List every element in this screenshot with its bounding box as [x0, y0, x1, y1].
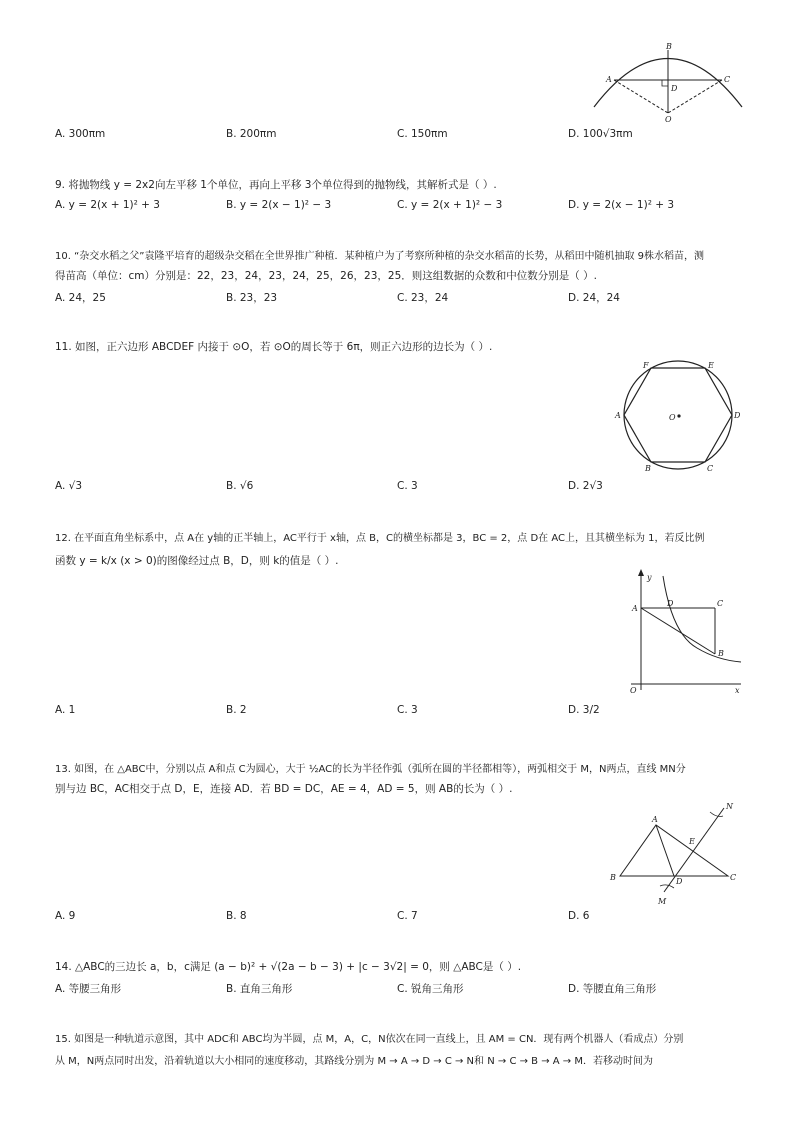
q11-label-f: F [643, 361, 649, 370]
q12-label-o: O [630, 686, 637, 695]
q13-triangle [620, 825, 728, 876]
q8-option-a[interactable]: A. 300πm [55, 128, 106, 140]
q12-stem-line1: 12. 在平面直角坐标系中，点 A在 y轴的正半轴上，AC平行于 x轴，点 B，C的横坐标都是 3，BC = 2，点 D在 AC上，且其横坐标为 1，若反比例 [55, 533, 705, 544]
q10-option-b[interactable]: B. 23，23 [226, 292, 278, 304]
q13-label-c: C [730, 873, 737, 882]
q11-label-a: A [615, 411, 621, 420]
q13-label-b: B [610, 873, 616, 882]
q13-line-mn [664, 808, 724, 892]
q8-label-c: C [724, 75, 731, 84]
q11-option-a[interactable]: A. √3 [55, 480, 83, 492]
q11-label-o: O [669, 413, 676, 422]
q13-option-a[interactable]: A. 9 [55, 910, 76, 922]
q11-option-b[interactable]: B. √6 [226, 480, 254, 492]
q9-option-c[interactable]: C. y = 2(x + 1)² − 3 [397, 199, 503, 211]
q11-figure [612, 358, 744, 478]
q10-stem-line1: 10. “杂交水稻之父”袁隆平培育的超级杂交稻在全世界推广种植．某种植户为了考察所种植的杂交水稻苗的长势，从稻田中随机抽取 9株水稻苗，测 [55, 251, 704, 262]
q15-stem-line1: 15. 如图是一种轨道示意图，其中 ADC和 ABC均为半圆，点 M，A，C，N依次在同一直线上，且 AM = CN．现有两个机器人（看成点）分别 [55, 1034, 684, 1045]
q13-option-b[interactable]: B. 8 [226, 910, 247, 922]
q13-segment-ad [656, 825, 674, 876]
q8-option-d[interactable]: D. 100√3πm [568, 128, 633, 140]
q10-stem-line2: 得苗高（单位：cm）分别是：22，23，24，23，24，25，26，23，25．则这组数据的众数和中位数分别是（ ）. [55, 270, 597, 282]
q8-right-angle [662, 80, 668, 86]
q13-label-e: E [689, 837, 695, 846]
q11-label-c: C [707, 464, 714, 473]
q13-label-a: A [652, 815, 658, 824]
q11-option-d[interactable]: D. 2√3 [568, 480, 603, 492]
q12-option-d[interactable]: D. 3/2 [568, 704, 600, 716]
q12-figure [625, 566, 745, 698]
q12-label-x: x [735, 686, 740, 695]
q11-label-e: E [708, 361, 714, 370]
q13-stem-line1: 13. 如图，在 △ABC中，分别以点 A和点 C为圆心，大于 ½AC的长为半径作弧（弧所在圆的半径都相等），两弧相交于 M，N两点，直线 MN分 [55, 764, 686, 775]
q12-label-a: A [632, 604, 638, 613]
q13-label-m: M [658, 897, 667, 906]
q12-hyperbola [663, 576, 741, 662]
q13-label-d: D [676, 877, 683, 886]
q10-option-a[interactable]: A. 24，25 [55, 292, 106, 304]
q12-option-a[interactable]: A. 1 [55, 704, 76, 716]
q13-stem-line2: 别与边 BC，AC相交于点 D，E，连接 AD．若 BD = DC，AE = 4，AD = 5，则 AB的长为（ ）. [55, 783, 513, 795]
q12-segment-ab [641, 608, 715, 654]
q12-option-c[interactable]: C. 3 [397, 704, 418, 716]
q13-option-d[interactable]: D. 6 [568, 910, 590, 922]
q13-label-n: N [726, 802, 733, 811]
q8-label-b: B [666, 42, 672, 51]
q14-stem: 14. △ABC的三边长 a，b，c满足 (a − b)² + √(2a − b − 3) + |c − 3√2| = 0，则 △ABC是（ ）. [55, 961, 522, 973]
q9-option-a[interactable]: A. y = 2(x + 1)² + 3 [55, 199, 160, 211]
q8-option-c[interactable]: C. 150πm [397, 128, 448, 140]
q11-stem: 11. 如图，正六边形 ABCDEF 内接于 ⊙O，若 ⊙O的周长等于 6π，则正六边形的边长为（ ）. [55, 341, 493, 353]
q14-option-c[interactable]: C. 锐角三角形 [397, 983, 464, 995]
q10-option-c[interactable]: C. 23，24 [397, 292, 449, 304]
q8-label-o: O [665, 115, 672, 124]
q14-option-d[interactable]: D. 等腰直角三角形 [568, 983, 657, 995]
q15-stem-line2: 从 M，N两点同时出发，沿着轨道以大小相同的速度移动，其路线分别为 M → A → D → C → N和 N → C → B → A → M．若移动时间为 [55, 1056, 653, 1067]
q10-option-d[interactable]: D. 24，24 [568, 292, 620, 304]
q12-option-b[interactable]: B. 2 [226, 704, 247, 716]
q11-option-c[interactable]: C. 3 [397, 480, 418, 492]
q8-dash-ao [614, 80, 668, 113]
q8-label-a: A [606, 75, 612, 84]
q13-figure [606, 798, 746, 908]
q14-option-b[interactable]: B. 直角三角形 [226, 983, 293, 995]
q8-label-d: D [671, 84, 678, 93]
q12-stem-line2: 函数 y = k/x (x > 0)的图像经过点 B，D，则 k的值是（ ）. [55, 555, 339, 567]
q13-option-c[interactable]: C. 7 [397, 910, 418, 922]
q12-label-y: y [647, 573, 652, 582]
q12-label-b: B [718, 649, 724, 658]
q14-option-a[interactable]: A. 等腰三角形 [55, 983, 122, 995]
q12-label-c: C [717, 599, 724, 608]
q9-option-b[interactable]: B. y = 2(x − 1)² − 3 [226, 199, 332, 211]
q8-figure [588, 40, 748, 124]
q9-stem: 9. 将抛物线 y = 2x2向左平移 1个单位，再向上平移 3个单位得到的抛物线，其解析式是（ ）. [55, 179, 497, 191]
q12-label-d: D [667, 599, 674, 608]
q11-label-b: B [645, 464, 651, 473]
q11-label-d: D [734, 411, 741, 420]
q9-option-d[interactable]: D. y = 2(x − 1)² + 3 [568, 199, 675, 211]
q12-y-arrow [638, 569, 644, 576]
q11-center-dot [677, 414, 680, 417]
q8-option-b[interactable]: B. 200πm [226, 128, 277, 140]
